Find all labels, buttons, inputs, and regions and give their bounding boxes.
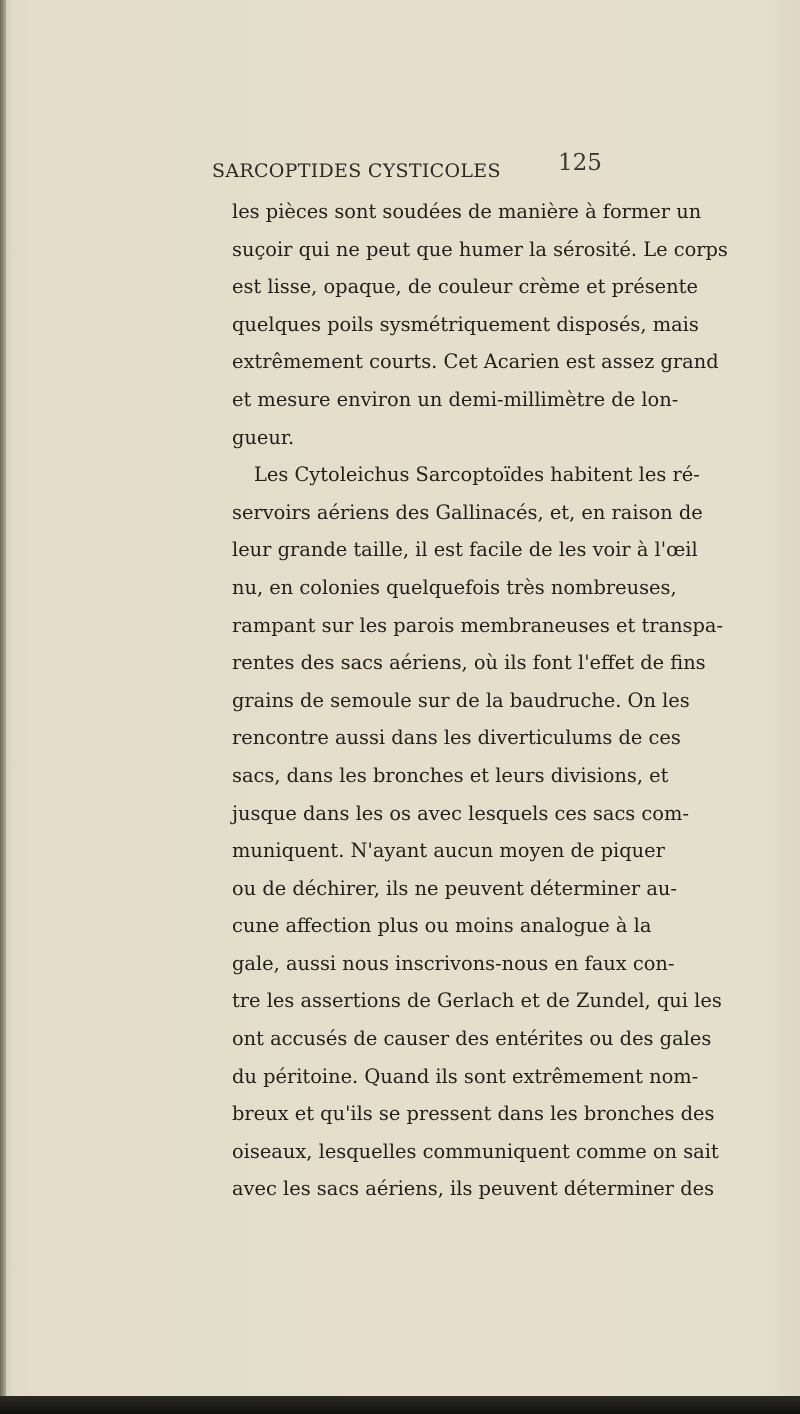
text-line: muniquent. N'ayant aucun moyen de piquer xyxy=(232,839,665,863)
text-line: les pièces sont soudées de manière à former un xyxy=(232,200,702,223)
page-number: 125 xyxy=(558,150,602,176)
text-line: et mesure environ un demi-millimètre de lon- xyxy=(232,387,679,411)
text-line: servoirs aériens des Gallinacés, et, en raison de xyxy=(232,500,703,524)
text-line: cune affection plus ou moins analogue à la xyxy=(232,914,652,938)
page-gutter-shadow xyxy=(0,0,6,1414)
text-line: quelques poils sysmétriquement disposés, mais xyxy=(232,312,699,336)
text-line: rencontre aussi dans les diverticulums de ces xyxy=(232,726,681,750)
text-line: rampant sur les parois membraneuses et transpa- xyxy=(232,613,724,637)
page-header xyxy=(212,150,632,190)
text-line: gueur. xyxy=(232,425,295,449)
text-line: jusque dans les os avec lesquels ces sacs com- xyxy=(232,801,689,825)
text-line: rentes des sacs aériens, où ils font l'effet de fins xyxy=(232,651,706,675)
text-line: du péritoine. Quand ils sont extrêmement nom- xyxy=(232,1064,699,1088)
page-bottom-edge xyxy=(0,1396,800,1414)
text-line: nu, en colonies quelquefois très nombreuses, xyxy=(232,575,677,599)
paragraph-start-line: Les Cytoleichus Sarcoptoïdes habitent les ré- xyxy=(254,463,700,487)
text-line: sacs, dans les bronches et leurs divisions, et xyxy=(232,763,669,787)
text-line: breux et qu'ils se pressent dans les bronches des xyxy=(232,1102,715,1126)
text-line: suçoir qui ne peut que humer la sérosité. Le corps xyxy=(232,237,728,261)
text-line: ont accusés de causer des entérites ou des gales xyxy=(232,1027,712,1051)
text-line: extrêmement courts. Cet Acarien est assez grand xyxy=(232,350,719,374)
text-line: leur grande taille, il est facile de les voir à l'œil xyxy=(232,538,698,562)
body-text xyxy=(232,193,728,1208)
text-line: avec les sacs aériens, ils peuvent déterminer des xyxy=(232,1177,715,1201)
text-line: tre les assertions de Gerlach et de Zundel, qui les xyxy=(232,989,722,1013)
text-line: grains de semoule sur de la baudruche. On les xyxy=(232,688,690,712)
text-line: gale, aussi nous inscrivons-nous en faux con- xyxy=(232,951,675,975)
running-title: SARCOPTIDES CYSTICOLES xyxy=(212,160,501,182)
text-line: ou de déchirer, ils ne peuvent déterminer au- xyxy=(232,876,677,900)
text-line: est lisse, opaque, de couleur crème et présente xyxy=(232,275,698,299)
text-line: oiseaux, lesquelles communiquent comme on sait xyxy=(232,1139,719,1163)
